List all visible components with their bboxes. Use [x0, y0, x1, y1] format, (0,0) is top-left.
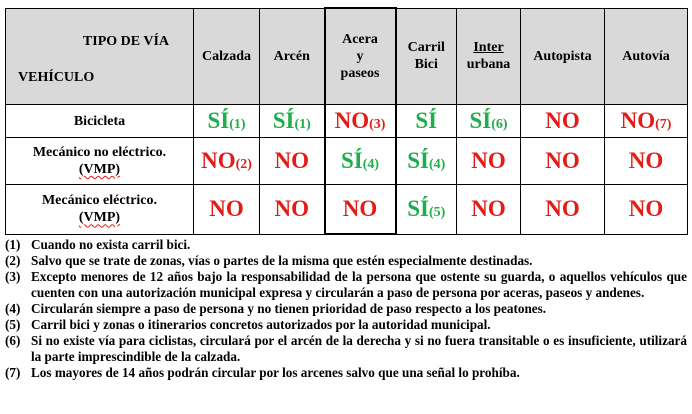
column-header-1	[260, 8, 325, 105]
note-item	[5, 253, 687, 269]
permission-value: NO	[545, 148, 580, 173]
permission-cell	[605, 105, 688, 138]
permission-value: NO	[628, 196, 664, 222]
vehicle-heading: VEHÍCULO	[18, 69, 95, 85]
permission-value: NO	[620, 108, 656, 133]
permission-cell	[194, 185, 260, 235]
permission-cell	[260, 138, 325, 185]
note-number: (4)	[5, 301, 21, 316]
vehicle-label	[6, 185, 194, 235]
permission-value: SÍ	[340, 148, 363, 173]
permission-cell	[605, 138, 688, 185]
permission-value: SÍ	[407, 196, 429, 222]
permission-value: NO	[471, 196, 506, 222]
note-number: (3)	[5, 269, 21, 284]
column-header-6	[605, 8, 688, 105]
vehicle-label	[6, 105, 194, 138]
road-type-heading: TIPO DE VÍA	[82, 33, 169, 49]
permission-cell	[521, 185, 605, 235]
permission-value: NO	[342, 196, 378, 221]
traffic-table	[5, 7, 688, 235]
permission-value: SÍ	[272, 108, 295, 133]
vehicle-label-line: Mecánico eléctrico.	[41, 193, 158, 209]
vehicle-label-line: (VMP)	[78, 162, 121, 177]
note-reference: (4)	[362, 157, 380, 172]
note-text: Carril bici y zonas o itinerarios concretos autorizados por la autoridad municipal.	[31, 317, 491, 332]
note-item	[5, 333, 687, 365]
column-header-line: paseos	[340, 66, 380, 81]
note-item	[5, 237, 687, 253]
note-text: Salvo que se trate de zonas, vías o partes de la misma que estén especialmente destinadas.	[31, 253, 533, 268]
permission-cell	[260, 185, 325, 235]
permission-cell	[457, 185, 521, 235]
document	[5, 7, 687, 381]
table-row	[6, 105, 688, 138]
permission-cell	[605, 185, 688, 235]
column-header-0	[194, 8, 260, 105]
note-reference: (5)	[428, 205, 446, 221]
column-header-line: y	[356, 49, 364, 64]
note-item	[5, 301, 687, 317]
note-text: Circularán siempre a paso de persona y no tienen prioridad de paso respecto a los peatones.	[31, 301, 547, 316]
notes-list	[5, 237, 687, 381]
permission-value: NO	[471, 148, 506, 173]
vehicle-label-line: Mecánico no eléctrico.	[32, 145, 167, 160]
permission-cell	[521, 138, 605, 185]
note-text: Excepto menores de 12 años bajo la responsabilidad de la persona que ostente su guarda, o aquellos vehículos que cuenten con una autorización municipal expresa y circularán a paso de persona por aceras, paseos y andenes.	[31, 269, 687, 300]
header-row	[6, 8, 688, 105]
column-header-line: Bici	[414, 57, 438, 73]
note-item	[5, 317, 687, 333]
note-text: Cuando no exista carril bici.	[31, 237, 191, 252]
note-item	[5, 269, 687, 301]
permission-cell	[457, 138, 521, 185]
permission-cell	[194, 105, 260, 138]
permission-value: NO	[545, 108, 580, 133]
permission-value: NO	[201, 148, 236, 173]
column-header-line: Acera	[342, 32, 378, 47]
table-row	[6, 138, 688, 185]
column-header-4	[457, 8, 521, 105]
permission-cell	[325, 138, 396, 185]
permission-value: SÍ	[407, 148, 429, 173]
note-number: (2)	[5, 253, 21, 268]
permission-value: NO	[274, 196, 309, 222]
note-number: (1)	[5, 237, 21, 252]
permission-value: NO	[628, 148, 664, 173]
table-row	[6, 185, 688, 235]
note-reference: (2)	[235, 157, 252, 172]
permission-cell	[396, 185, 457, 235]
note-number: (5)	[5, 317, 21, 332]
column-header-line: Calzada	[202, 48, 251, 64]
permission-value: SÍ	[207, 108, 230, 133]
note-reference: (7)	[655, 117, 672, 132]
permission-value: SÍ	[415, 108, 438, 133]
column-header-3	[396, 8, 457, 105]
column-header-line: urbana	[466, 57, 511, 73]
permission-cell	[260, 105, 325, 138]
vehicle-label	[6, 138, 194, 185]
column-header-5	[521, 8, 605, 105]
note-reference: (3)	[369, 117, 386, 132]
permission-cell	[396, 138, 457, 185]
column-header-line: Inter	[473, 40, 504, 56]
permission-value: NO	[545, 196, 580, 222]
permission-value: NO	[209, 196, 244, 222]
note-reference: (1)	[294, 117, 311, 132]
column-header-line: Autopista	[533, 48, 592, 64]
permission-cell	[457, 105, 521, 138]
corner-cell	[6, 8, 194, 105]
note-reference: (6)	[491, 117, 508, 132]
note-text: Si no existe vía para ciclistas, circulará por el arcén de la derecha y si no fuera transitable o es insuficiente, utilizará la parte imprescindible de la calzada.	[31, 333, 687, 364]
column-header-line: Carril	[407, 40, 445, 56]
note-reference: (1)	[229, 117, 246, 132]
note-number: (6)	[5, 333, 21, 348]
vehicle-label-line: Bicicleta	[73, 113, 126, 129]
note-item	[5, 365, 687, 381]
vehicle-label-line: (VMP)	[78, 210, 121, 226]
column-header-line: Autovía	[622, 48, 670, 64]
permission-cell	[325, 185, 396, 235]
column-header-2	[325, 8, 396, 105]
note-number: (7)	[5, 365, 21, 380]
permission-cell	[325, 105, 396, 138]
column-header-line: Arcén	[273, 48, 310, 64]
permission-cell	[521, 105, 605, 138]
permission-value: SÍ	[469, 108, 492, 133]
note-text: Los mayores de 14 años podrán circular por los arcenes salvo que una señal lo prohíba.	[31, 365, 520, 380]
permission-value: NO	[274, 148, 309, 173]
permission-value: NO	[334, 108, 370, 133]
note-reference: (4)	[428, 157, 446, 172]
permission-cell	[194, 138, 260, 185]
permission-cell	[396, 105, 457, 138]
